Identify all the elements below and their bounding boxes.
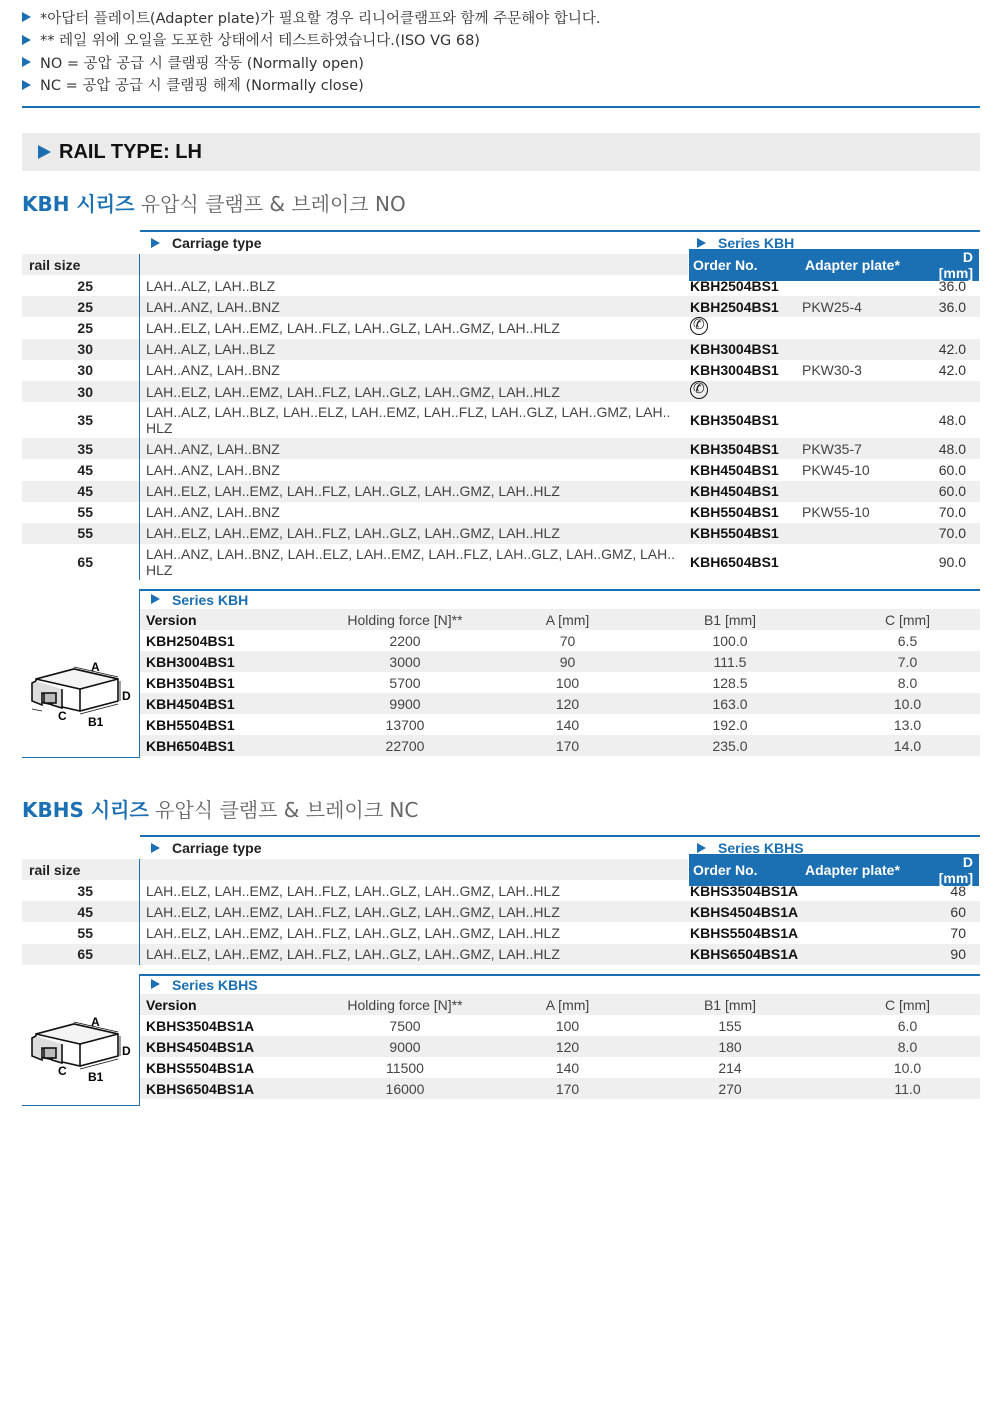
- rail-size-cell: 30: [22, 381, 140, 402]
- diagram-label-a: A: [91, 1015, 100, 1029]
- table-body: [22, 275, 980, 580]
- b1-header: B1 [mm]: [703, 611, 757, 628]
- d-cell: 36.0: [938, 298, 966, 315]
- rail-size-cell: 30: [22, 339, 140, 360]
- d-header: D [mm]: [938, 853, 973, 886]
- adapter-cell: PKW45-10: [802, 461, 870, 478]
- clamp-diagram-icon: [22, 974, 140, 1106]
- carriage-type-cell: LAH..ANZ, LAH..BNZ: [146, 461, 280, 478]
- order-no-cell: KBH4504BS1: [690, 461, 779, 478]
- spec-cell-v: KBHS4504BS1A: [146, 1038, 255, 1055]
- spec-cell-a: 140: [555, 716, 580, 733]
- spec-cell-hf: 11500: [386, 1059, 424, 1076]
- column-header: [22, 853, 980, 886]
- spec-rows: [140, 630, 980, 756]
- spec-cell-a: 170: [555, 737, 580, 754]
- rail-size-cell: 45: [22, 481, 140, 502]
- d-cell: 42.0: [938, 341, 966, 358]
- note-item: NC = 공압 공급 시 클램핑 해제 (Normally close): [22, 74, 982, 97]
- spec-cell-a: 90: [559, 653, 576, 670]
- spec-row: [140, 672, 980, 693]
- spec-cell-a: 120: [555, 1038, 580, 1055]
- diagram-label-b1: B1: [88, 1070, 104, 1084]
- spec-cell-a: 70: [559, 632, 576, 649]
- row-mid: [140, 523, 980, 544]
- carriage-type-cell: LAH..ANZ, LAH..BNZ, LAH..ELZ, LAH..EMZ, LAH..FLZ, LAH..GLZ, LAH..GMZ, LAH.. HLZ: [146, 546, 676, 579]
- spec-cell-hf: 13700: [385, 716, 425, 733]
- carriage-type-cell: LAH..ALZ, LAH..BLZ, LAH..ELZ, LAH..EMZ, LAH..FLZ, LAH..GLZ, LAH..GMZ, LAH.. HLZ: [146, 404, 671, 437]
- spec-rows: [140, 1015, 980, 1099]
- d-cell: 48.0: [938, 440, 966, 457]
- triangle-bullet-icon: [22, 80, 32, 90]
- adapter-cell: PKW25-4: [802, 298, 862, 315]
- rail-size-cell: 25: [22, 317, 140, 338]
- spec-cell-b1: 270: [718, 1080, 742, 1097]
- rail-type-title: RAIL TYPE: LH: [59, 140, 202, 163]
- triangle-bullet-icon: [697, 238, 706, 248]
- version-header: Version: [146, 996, 197, 1013]
- d-cell: 90.0: [938, 554, 966, 571]
- spec-cell-c: 11.0: [894, 1080, 921, 1097]
- diagram-label-b1: B1: [88, 715, 104, 729]
- adapter-header: Adapter plate*: [805, 256, 900, 273]
- table-row: [22, 438, 980, 459]
- table-row: [22, 296, 980, 317]
- carriage-header: [140, 230, 980, 254]
- spec-cell-v: KBH2504BS1: [146, 632, 235, 649]
- spec-row: [140, 1036, 980, 1057]
- spec-cell-c: 10.0: [893, 695, 922, 712]
- a-header: A [mm]: [545, 611, 590, 628]
- order-no-header: Order No.: [693, 861, 758, 878]
- d-cell: 60.0: [938, 483, 966, 500]
- spec-cell-hf: 5700: [389, 674, 421, 691]
- d-cell: 36.0: [938, 277, 966, 294]
- adapter-cell: PKW55-10: [802, 504, 870, 521]
- carriage-type-cell: LAH..ELZ, LAH..EMZ, LAH..FLZ, LAH..GLZ, LAH..GMZ, LAH..HLZ: [146, 946, 560, 963]
- spec-header-row: [140, 994, 980, 1015]
- header-mid: [140, 853, 980, 886]
- spec-cell-hf: 9000: [389, 1038, 421, 1055]
- d-cell: 60.0: [938, 461, 966, 478]
- row-mid: [140, 275, 980, 296]
- spec-cell-c: 7.0: [897, 653, 918, 670]
- spec-cell-c: 13.0: [893, 716, 922, 733]
- order-no-cell: KBH2504BS1: [690, 277, 779, 294]
- spec-row: [140, 630, 980, 651]
- spec-row: [140, 735, 980, 756]
- table-row: [22, 901, 980, 922]
- carriage-type-cell: LAH..ELZ, LAH..EMZ, LAH..FLZ, LAH..GLZ, LAH..GMZ, LAH..HLZ: [146, 383, 560, 400]
- spec-series-header: Series KBH: [140, 589, 980, 609]
- table-header: [22, 230, 980, 254]
- carriage-type-cell: LAH..ELZ, LAH..EMZ, LAH..FLZ, LAH..GLZ, LAH..GMZ, LAH..HLZ: [146, 903, 560, 920]
- row-mid: [140, 339, 980, 360]
- spec-cell-c: 6.0: [897, 1017, 918, 1034]
- order-no-cell: [686, 381, 798, 402]
- spec-row: [140, 714, 980, 735]
- table-row: [22, 922, 980, 943]
- spec-cell-a: 140: [555, 1059, 580, 1076]
- a-header: A [mm]: [545, 996, 590, 1013]
- table-row: [22, 880, 980, 901]
- adapter-cell: PKW30-3: [802, 362, 862, 379]
- spec-body: [140, 589, 980, 758]
- rail-size-cell: 55: [22, 523, 140, 544]
- table-row: [22, 317, 980, 338]
- d-header: D [mm]: [938, 248, 973, 281]
- kbhs-order-table: [22, 835, 980, 965]
- spec-row: [140, 1057, 980, 1078]
- spec-cell-b1: 180: [718, 1038, 742, 1055]
- rail-size-cell: 45: [22, 901, 140, 922]
- row-mid: [140, 296, 980, 317]
- carriage-header: [140, 835, 980, 859]
- order-no-cell: KBH3504BS1: [690, 412, 779, 429]
- diagram-label-d: D: [122, 689, 131, 703]
- spec-cell-hf: 22700: [385, 737, 425, 754]
- row-mid: [140, 317, 980, 338]
- clamp-diagram-icon: [22, 589, 140, 758]
- row-mid: [140, 402, 980, 438]
- holding-force-header: Holding force [N]**: [347, 611, 463, 628]
- spec-cell-v: KBH3504BS1: [146, 674, 235, 691]
- d-cell: 60: [950, 903, 966, 920]
- note-item: NO = 공압 공급 시 클램핑 작동 (Normally open): [22, 51, 982, 74]
- spec-cell-c: 14.0: [893, 737, 922, 754]
- table-row: [22, 459, 980, 480]
- clamp-diagram: [22, 974, 140, 1106]
- d-cell: 48: [950, 882, 966, 899]
- rail-size-cell: 25: [22, 275, 140, 296]
- d-cell: 48.0: [938, 412, 966, 429]
- spec-body: [140, 974, 980, 1106]
- spec-row: [140, 1078, 980, 1099]
- carriage-type-cell: LAH..ANZ, LAH..BNZ: [146, 504, 280, 521]
- carriage-type-cell: LAH..ALZ, LAH..BLZ: [146, 277, 276, 294]
- diagram-label-d: D: [122, 1044, 131, 1058]
- row-mid: [140, 459, 980, 480]
- spec-row: [140, 1015, 980, 1036]
- spec-cell-a: 100: [555, 674, 580, 691]
- rail-size-cell: 35: [22, 402, 140, 438]
- row-mid: [140, 438, 980, 459]
- spec-cell-v: KBH6504BS1: [146, 737, 235, 754]
- triangle-bullet-icon: [22, 57, 32, 67]
- adapter-cell: PKW35-7: [802, 440, 862, 457]
- spec-cell-b1: 163.0: [712, 695, 748, 712]
- triangle-bullet-icon: [697, 843, 706, 853]
- rail-type-band: [22, 133, 980, 171]
- d-cell: 70.0: [938, 504, 966, 521]
- c-header: C [mm]: [884, 611, 931, 628]
- rail-size-cell: 65: [22, 544, 140, 580]
- header-mid: [140, 248, 980, 281]
- note-item: *아답터 플레이트(Adapter plate)가 필요할 경우 리니어클램프와 함께 주문해야 합니다.: [22, 6, 982, 29]
- carriage-type-label: Carriage type: [151, 235, 261, 251]
- clamp-diagram: [22, 589, 140, 758]
- version-header: Version: [146, 611, 197, 628]
- rail-size-header: rail size: [22, 254, 140, 275]
- notes-list: [22, 6, 982, 96]
- rail-size-cell: 55: [22, 502, 140, 523]
- rail-size-cell: 35: [22, 438, 140, 459]
- table-row: [22, 502, 980, 523]
- phone-icon: [690, 381, 708, 399]
- order-no-cell: KBH6504BS1: [690, 554, 779, 571]
- carriage-type-label: Carriage type: [151, 840, 261, 856]
- spec-cell-v: KBH3004BS1: [146, 653, 235, 670]
- order-no-cell: KBH5504BS1: [690, 504, 779, 521]
- table-row: [22, 275, 980, 296]
- row-mid: [140, 381, 980, 402]
- order-no-cell: KBH3004BS1: [690, 341, 779, 358]
- rail-size-cell: 25: [22, 296, 140, 317]
- carriage-type-cell: LAH..ELZ, LAH..EMZ, LAH..FLZ, LAH..GLZ, LAH..GMZ, LAH..HLZ: [146, 319, 560, 336]
- order-no-cell: KBHS5504BS1A: [690, 924, 799, 941]
- spec-cell-v: KBHS6504BS1A: [146, 1080, 255, 1097]
- kbh-order-table: [22, 230, 980, 580]
- carriage-type-cell: LAH..ALZ, LAH..BLZ: [146, 341, 276, 358]
- row-mid: [140, 922, 980, 943]
- table-header: [22, 835, 980, 859]
- spec-row: [140, 693, 980, 714]
- spec-cell-b1: 214: [718, 1059, 742, 1076]
- spec-cell-v: KBH4504BS1: [146, 695, 235, 712]
- table-body: [22, 880, 980, 965]
- triangle-bullet-icon: [22, 35, 32, 45]
- row-mid: [140, 901, 980, 922]
- spec-cell-b1: 111.5: [713, 653, 747, 670]
- spec-wrap: [22, 974, 980, 1106]
- carriage-type-cell: LAH..ELZ, LAH..EMZ, LAH..FLZ, LAH..GLZ, LAH..GMZ, LAH..HLZ: [146, 882, 560, 899]
- series-label: Series KBHS: [697, 840, 804, 856]
- rail-size-cell: 65: [22, 944, 140, 965]
- d-cell: 42.0: [938, 362, 966, 379]
- spec-cell-hf: 9900: [389, 695, 421, 712]
- spec-cell-hf: 3000: [389, 653, 421, 670]
- spec-row: [140, 651, 980, 672]
- spec-cell-c: 8.0: [897, 674, 918, 691]
- order-no-header: Order No.: [693, 256, 758, 273]
- rail-size-header: rail size: [22, 859, 140, 880]
- row-mid: [140, 481, 980, 502]
- order-no-cell: KBHS6504BS1A: [690, 946, 799, 963]
- table-row: [22, 523, 980, 544]
- spec-cell-hf: 2200: [389, 632, 421, 649]
- spec-cell-b1: 192.0: [712, 716, 748, 733]
- table-row: [22, 402, 980, 438]
- phone-icon: [690, 317, 708, 335]
- spec-cell-v: KBHS3504BS1A: [146, 1017, 255, 1034]
- table-row: [22, 339, 980, 360]
- row-mid: [140, 502, 980, 523]
- series-label: Series KBH: [697, 235, 794, 251]
- order-no-cell: KBH3004BS1: [690, 362, 779, 379]
- spec-cell-b1: 155: [718, 1017, 742, 1034]
- spec-cell-c: 6.5: [897, 632, 918, 649]
- row-mid: [140, 944, 980, 965]
- triangle-bullet-icon: [151, 979, 160, 989]
- carriage-type-cell: LAH..ELZ, LAH..EMZ, LAH..FLZ, LAH..GLZ, LAH..GMZ, LAH..HLZ: [146, 483, 560, 500]
- diagram-label-c: C: [58, 1064, 67, 1078]
- order-no-cell: KBH5504BS1: [690, 525, 779, 542]
- row-mid: [140, 360, 980, 381]
- rail-size-cell: 55: [22, 922, 140, 943]
- spec-wrap: [22, 589, 980, 758]
- spec-cell-v: KBHS5504BS1A: [146, 1059, 255, 1076]
- kbh-spec-table: [22, 589, 980, 758]
- kbhs-spec-table: [22, 974, 980, 1106]
- carriage-type-cell: LAH..ANZ, LAH..BNZ: [146, 362, 280, 379]
- carriage-type-cell: LAH..ANZ, LAH..BNZ: [146, 440, 280, 457]
- order-no-cell: KBH3504BS1: [690, 440, 779, 457]
- order-no-cell: KBHS4504BS1A: [690, 903, 799, 920]
- kbhs-section-title: KBHS 시리즈 유압식 클램프 & 브레이크 NC: [22, 798, 419, 822]
- spec-cell-v: KBH5504BS1: [146, 716, 235, 733]
- carriage-type-cell: LAH..ELZ, LAH..EMZ, LAH..FLZ, LAH..GLZ, LAH..GMZ, LAH..HLZ: [146, 525, 560, 542]
- row-mid: [140, 544, 980, 580]
- table-row: [22, 360, 980, 381]
- rail-size-cell: 45: [22, 459, 140, 480]
- order-no-cell: KBH4504BS1: [690, 483, 779, 500]
- spec-series-header: Series KBHS: [140, 974, 980, 994]
- spec-cell-hf: 7500: [389, 1017, 421, 1034]
- note-item: ** 레일 위에 오일을 도포한 상태에서 테스트하였습니다.(ISO VG 68): [22, 29, 982, 52]
- spec-cell-b1: 128.5: [712, 674, 748, 691]
- column-header: [22, 248, 980, 281]
- order-no-cell: KBH2504BS1: [690, 298, 779, 315]
- kbh-section-title: KBH 시리즈 유압식 클램프 & 브레이크 NO: [22, 192, 406, 216]
- diagram-label-c: C: [58, 709, 67, 723]
- triangle-bullet-icon: [151, 594, 160, 604]
- spec-cell-a: 170: [555, 1080, 580, 1097]
- spec-cell-b1: 100.0: [712, 632, 748, 649]
- carriage-type-cell: LAH..ANZ, LAH..BNZ: [146, 298, 280, 315]
- spec-cell-hf: 16000: [385, 1080, 425, 1097]
- order-no-cell: [686, 317, 798, 338]
- table-row: [22, 944, 980, 965]
- d-cell: 90: [950, 946, 966, 963]
- diagram-label-a: A: [91, 660, 100, 674]
- c-header: C [mm]: [884, 996, 931, 1013]
- d-cell: 70.0: [938, 525, 966, 542]
- spec-cell-c: 8.0: [897, 1038, 918, 1055]
- triangle-bullet-icon: [22, 12, 32, 22]
- triangle-bullet-icon: [151, 843, 160, 853]
- spec-cell-b1: 235.0: [712, 737, 748, 754]
- table-row: [22, 544, 980, 580]
- rail-size-cell: 30: [22, 360, 140, 381]
- spec-cell-a: 120: [555, 695, 580, 712]
- spec-cell-c: 10.0: [893, 1059, 922, 1076]
- carriage-type-cell: LAH..ELZ, LAH..EMZ, LAH..FLZ, LAH..GLZ, LAH..GMZ, LAH..HLZ: [146, 924, 560, 941]
- b1-header: B1 [mm]: [703, 996, 757, 1013]
- table-row: [22, 481, 980, 502]
- row-mid: [140, 880, 980, 901]
- divider: [22, 106, 980, 108]
- holding-force-header: Holding force [N]**: [347, 996, 463, 1013]
- d-cell: 70: [950, 924, 966, 941]
- table-row: [22, 381, 980, 402]
- order-no-cell: KBHS3504BS1A: [690, 882, 799, 899]
- triangle-bullet-icon: [151, 238, 160, 248]
- rail-size-cell: 35: [22, 880, 140, 901]
- adapter-header: Adapter plate*: [805, 861, 900, 878]
- triangle-bullet-icon: [38, 145, 51, 159]
- spec-cell-a: 100: [555, 1017, 580, 1034]
- spec-header-row: [140, 609, 980, 630]
